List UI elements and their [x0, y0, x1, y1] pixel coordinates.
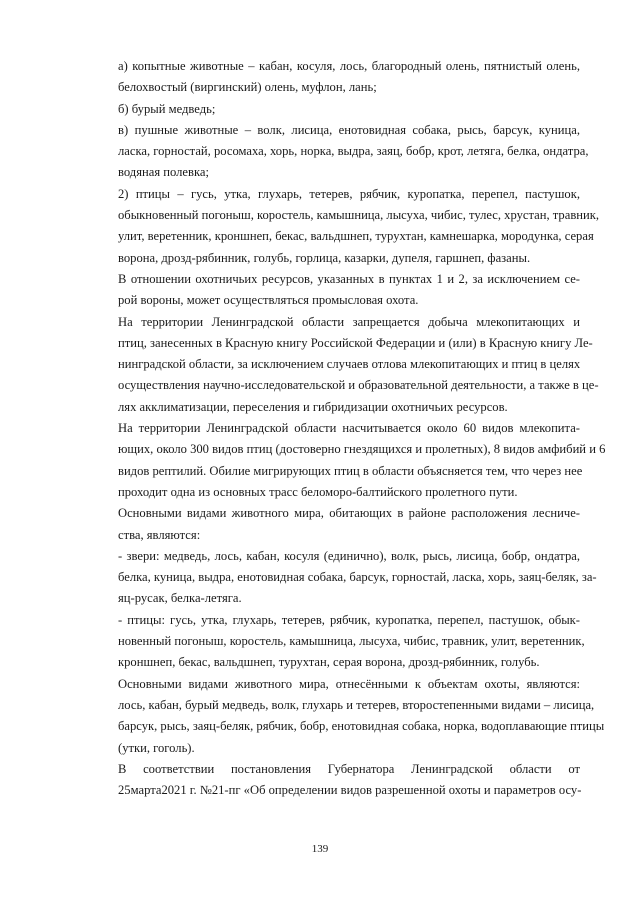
text-line: водяная полевка;: [118, 165, 209, 180]
text-line: (утки, гоголь).: [118, 740, 195, 755]
paragraph: [76, 56, 580, 99]
text-line: лях акклиматизации, переселения и гибридизации охотничьих ресурсов.: [118, 399, 508, 414]
text-line: На территории Ленинградской области насчитывается около 60 видов млекопита-: [118, 421, 580, 436]
text-line: лось, кабан, бурый медведь, волк, глухарь и тетерев, второстепенными видами – лисица,: [118, 697, 595, 712]
text-line: белка, куница, выдра, енотовидная собака, барсук, горностай, ласка, хорь, заяц-беляк, за-: [118, 570, 597, 585]
text-line: осуществления научно-исследовательской и образовательной деятельности, а также в це-: [118, 378, 599, 393]
text-line: б) бурый медведь;: [118, 101, 216, 116]
text-line: белохвостый (виргинский) олень, муфлон, лань;: [118, 80, 377, 95]
text-line: ласка, горностай, росомаха, хорь, норка, выдра, заяц, бобр, крот, летяга, белка, ондатра,: [118, 144, 589, 159]
text-line: рой вороны, может осуществляться промысловая охота.: [118, 293, 419, 308]
text-line: а) копытные животные – кабан, косуля, лось, благородный олень, пятнистый олень,: [118, 59, 580, 73]
text-line: В отношении охотничьих ресурсов, указанных в пунктах 1 и 2, за исключением се-: [118, 271, 580, 286]
text-line: птиц, занесенных в Красную книгу Российской Федерации и (или) в Красную книгу Ле-: [118, 335, 593, 350]
paragraph: [76, 120, 589, 184]
text-line: проходит одна из основных трасс беломоро-балтийского пролетного пути.: [118, 484, 518, 499]
paragraph: [76, 674, 605, 759]
text-line: улит, веретенник, кроншнеп, бекас, вальдшнеп, турухтан, камнешарка, мородунка, серая: [118, 229, 594, 244]
text-line: 25марта2021 г. №21-пг «Об определении видов разрешенной охоты и параметров осу-: [118, 783, 582, 798]
text-line: - птицы: гусь, утка, глухарь, тетерев, рябчик, куропатка, перепел, пастушок, обык-: [118, 612, 580, 627]
text-line: 2) птицы – гусь, утка, глухарь, тетерев, рябчик, куропатка, перепел, пастушок,: [118, 186, 580, 201]
paragraph: [76, 418, 606, 503]
text-line: яц-русак, белка-летяга.: [118, 591, 242, 606]
text-line: новенный погоныш, коростель, камышница, лысуха, чибис, травник, улит, веретенник,: [118, 634, 585, 649]
text-line: На территории Ленинградской области запрещается добыча млекопитающих и: [118, 314, 580, 329]
text-line: барсук, рысь, заяц-беляк, рябчик, бобр, енотовидная собака, норка, водоплавающие птицы: [118, 719, 605, 734]
text-line: обыкновенный погоныш, коростель, камышница, лысуха, чибис, тулес, хрустан, травник,: [118, 208, 600, 223]
text-line: В соответствии постановления Губернатора Ленинградской области от: [118, 761, 580, 776]
text-line: в) пушные животные – волк, лисица, енотовидная собака, рысь, барсук, куница,: [118, 122, 580, 137]
paragraph: [76, 312, 599, 418]
text-line: кроншнеп, бекас, вальдшнеп, турухтан, серая ворона, дрозд-рябинник, голубь.: [118, 655, 540, 670]
paragraph: [76, 759, 580, 802]
paragraph: [76, 610, 585, 674]
text-line: - звери: медведь, лось, кабан, косуля (единично), волк, рысь, лисица, бобр, ондатра,: [118, 548, 580, 563]
document-body: [76, 56, 606, 801]
paragraph: [76, 546, 597, 610]
text-line: ющих, около 300 видов птиц (достоверно гнездящихся и пролетных), 8 видов амфибий и 6: [118, 442, 606, 457]
text-line: Основными видами животного мира, обитающих в районе расположения лесниче-: [118, 506, 580, 521]
text-line: ворона, дрозд-рябинник, голубь, горлица, казарки, дупеля, гаршнеп, фазаны.: [118, 250, 531, 265]
text-line: Основными видами животного мира, отнесёнными к объектам охоты, являются:: [118, 676, 580, 691]
text-line: видов рептилий. Обилие мигрирующих птиц в области объясняется тем, что через нее: [118, 463, 583, 478]
page-number: 139: [311, 843, 329, 855]
paragraph: [76, 269, 580, 312]
text-line: ства, являются:: [118, 527, 201, 542]
paragraph: [76, 503, 580, 546]
paragraph: [76, 184, 600, 269]
text-line: нинградской области, за исключением случаев отлова млекопитающих и птиц в целях: [118, 357, 581, 372]
paragraph: [76, 99, 580, 120]
